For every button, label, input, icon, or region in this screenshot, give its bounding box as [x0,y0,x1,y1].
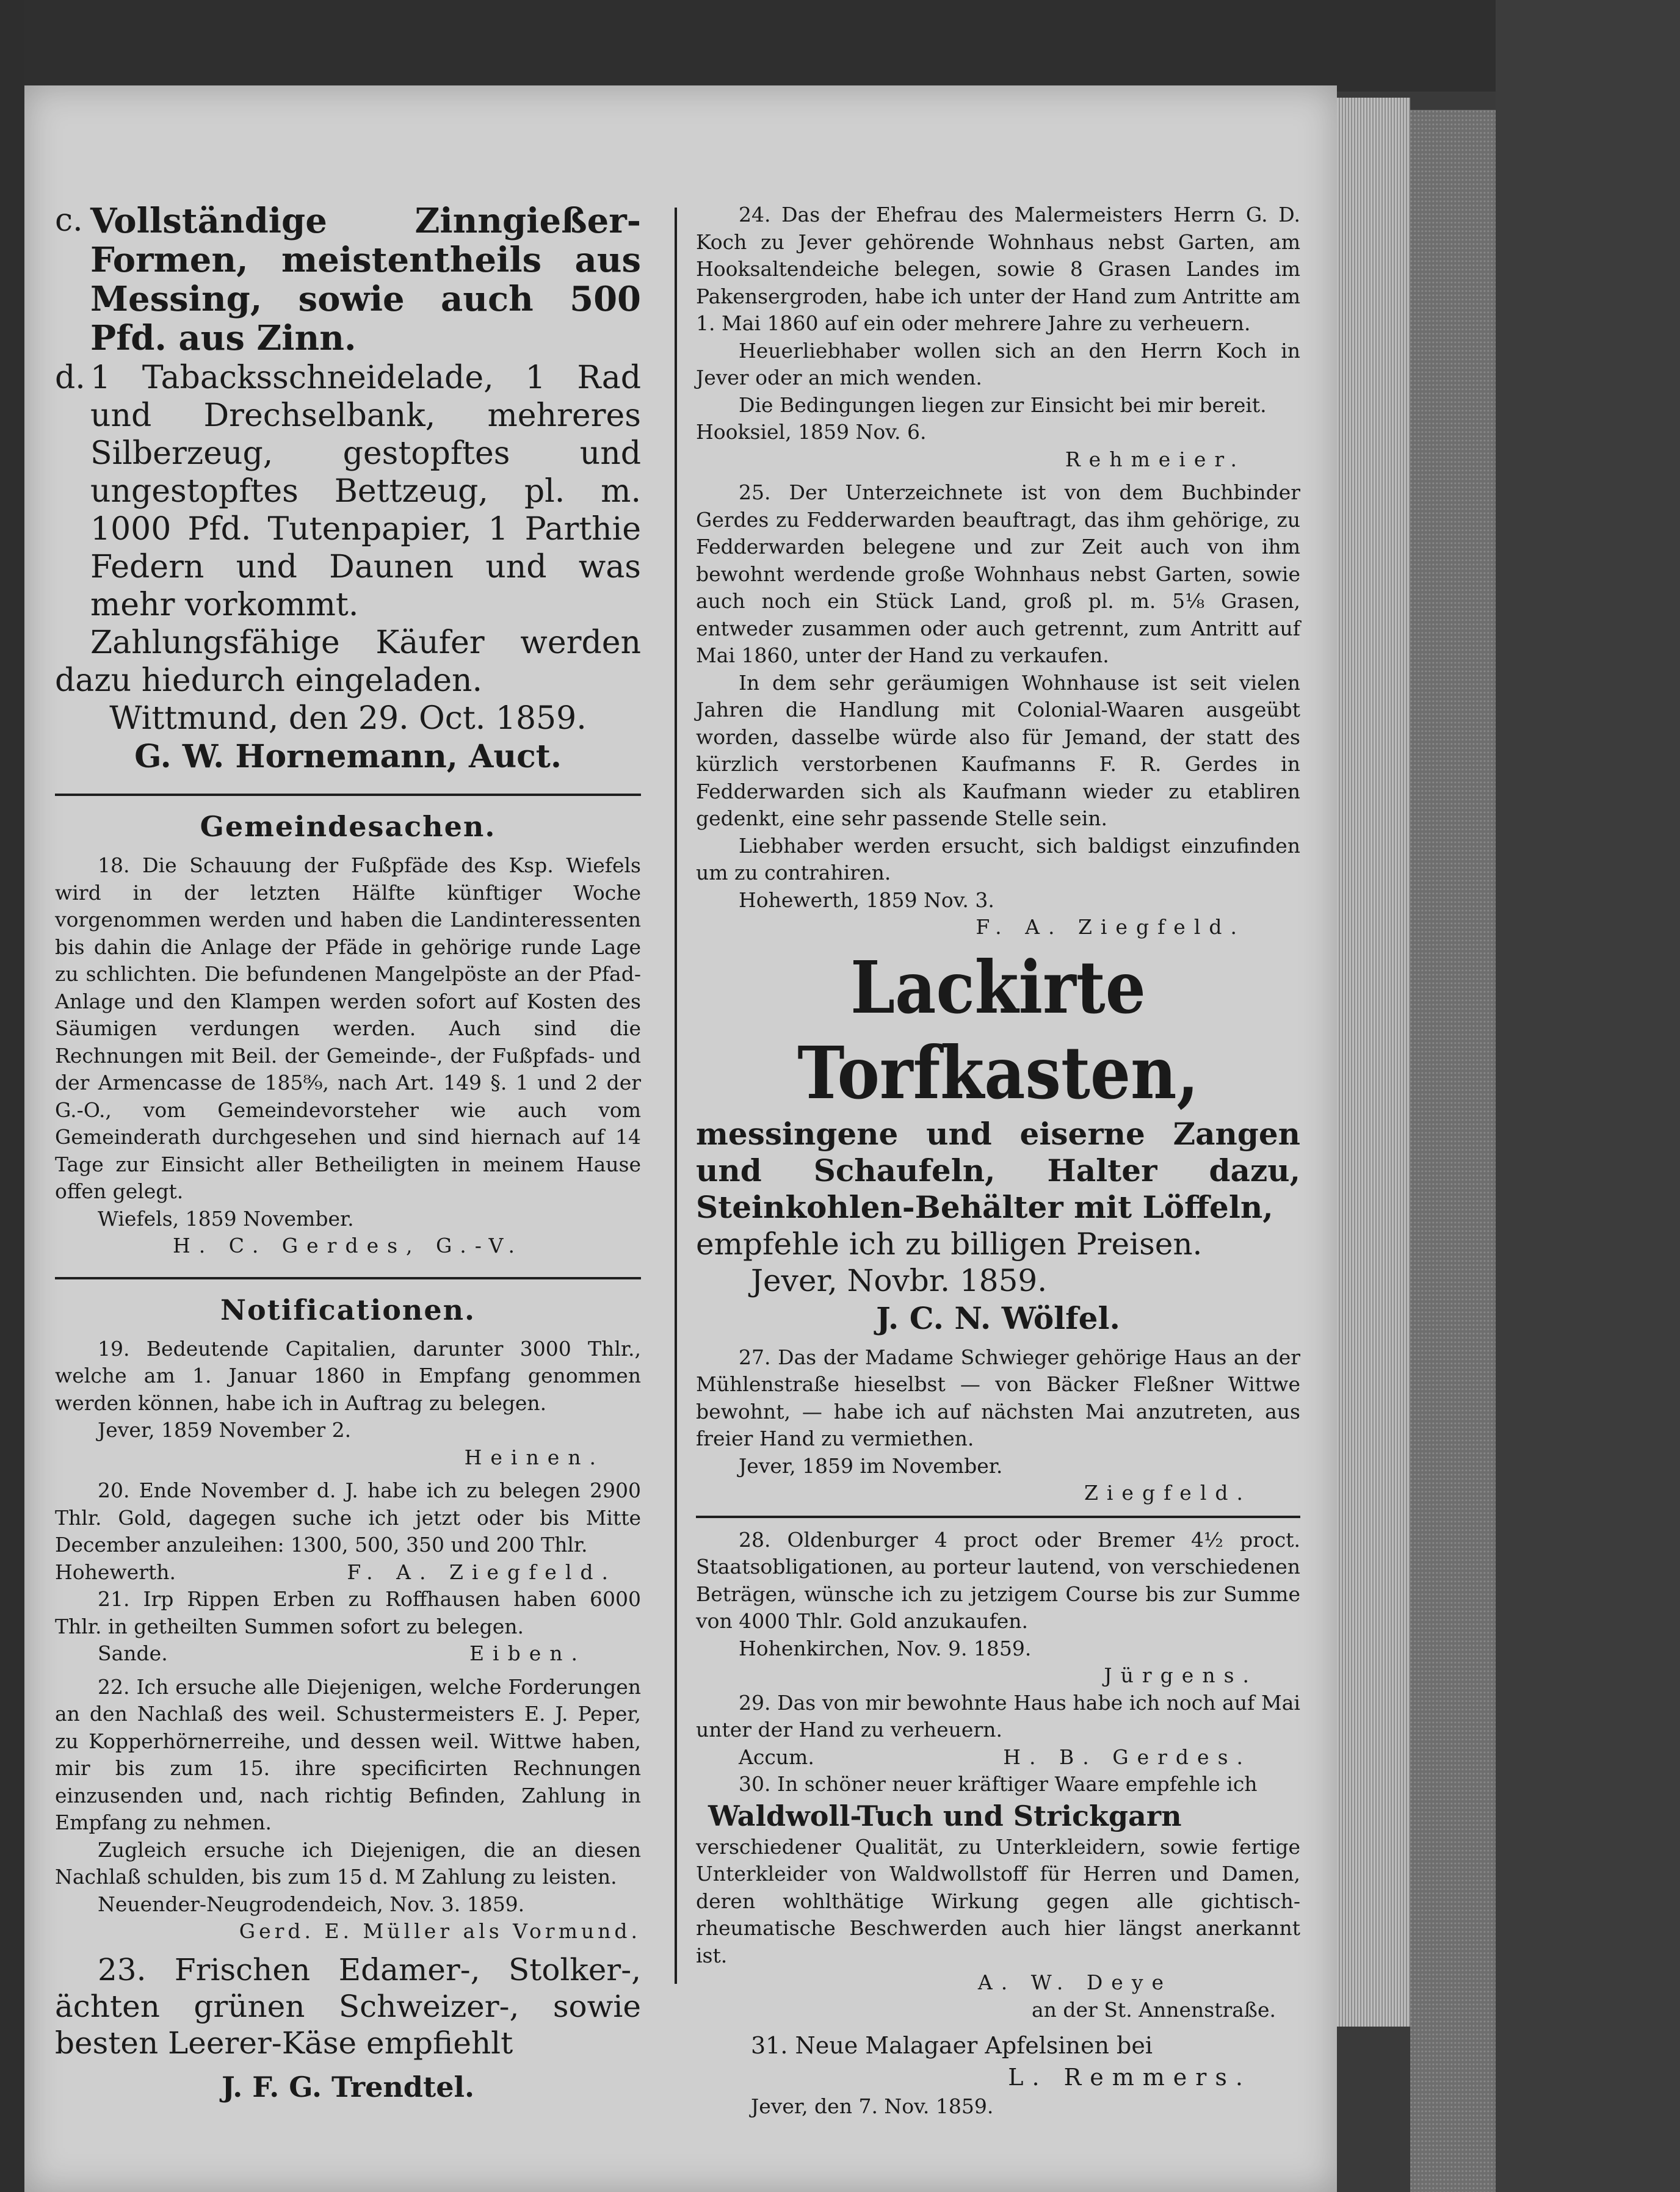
notice-place: Jever, 1859 im November. [739,1453,1003,1478]
notice-text-2: Heuerliebhaber wollen sich an den Herrn Koch in Jever oder an mich wenden. [696,338,1300,389]
notice-27 [696,1344,1300,1507]
notice-bold-product: Waldwoll-Tuch und Strickgarn [708,1799,1182,1832]
notice-signature: F. A. Ziegfeld. [976,915,1245,939]
left-column [55,201,641,2107]
notice-text: verschiedener Qualität, zu Unterkleidern, sowie fertige Unterkleider von Waldwollstoff für Herren und Damen, deren wohlthätige Wirkung gegen alle gichtisch-rheumatische Beschwerden auch hier längst anerkannt ist. [696,1834,1300,1967]
right-column [696,201,1300,2121]
item-c-text: Vollständige Zinngießer-Formen, meistentheils aus Messing, sowie auch 500 Pfd. aus Zinn. [90,201,641,358]
advert-headline: Lackirte Torfkasten, [797,944,1199,1115]
notice-signature-address: an der St. Annenstraße. [1031,1997,1276,2022]
invite-text: Zahlungsfähige Käufer werden dazu hiedurch eingeladen. [55,624,641,699]
notice-text: 24. Das der Ehefrau des Malermeisters Herrn G. D. Koch zu Jever gehörende Wohnhaus nebst Garten, am Hooksaltendeiche belegen, sowie 8 Grasen Landes im Pakensergroden, habe ich unter der Hand zum Antritte am 1. Mai 1860 auf ein oder mehrere Jahre zu verheuern. [696,203,1300,335]
notice-text: 21. Irp Rippen Erben zu Roffhausen haben 6000 Thlr. in getheilten Summen sofort zu belegen. [55,1587,641,1638]
notice-21 [55,1586,641,1668]
notice-text-3: Liebhaber werden ersucht, sich baldigst einzufinden um zu contrahiren. [696,833,1300,884]
notice-26-advert [696,945,1300,1338]
notice-text: 28. Oldenburger 4 proct oder Bremer 4½ proct. Staatsobligationen, au porteur lautend, von verschiedenen Beträgen, wünsche ich zu jetzigem Course bis zur Summe von 4000 Thlr. Gold anzukaufen. [696,1527,1300,1633]
notice-text: 25. Der Unterzeichnete ist von dem Buchbinder Gerdes zu Fedderwarden beauftragt, das ihm gehörige, zu Fedderwarden belegene und zur Zeit auch von ihm bewohnt werdende große Wohnhaus nebst Garten, sowie auch noch ein Stück Land, groß pl. m. 5⅛ Grasen, entweder zusammen oder auch getrennt, zum Antritt auf Mai 1860, unter der Hand zu verkaufen. [696,480,1300,667]
notice-place: Neuender-Neugrodendeich, Nov. 3. 1859. [98,1892,525,1916]
book-cover-edge [1410,110,1496,2192]
advert-signature: J. C. N. Wölfel. [876,1300,1120,1336]
notice-place: Wiefels, 1859 November. [98,1206,354,1231]
notice-signature: Ziegfeld. [1084,1481,1251,1505]
notice-place: Hohewerth. [55,1560,176,1584]
notice-text: 19. Bedeutende Capitalien, darunter 3000 Thlr., welche am 1. Januar 1860 in Empfang genommen werden können, habe ich in Auftrag zu belegen. [55,1336,641,1415]
notice-22 [55,1674,641,1945]
notice-signature: Jürgens. [1104,1663,1258,1687]
notice-29 [696,1690,1300,1771]
notice-signature: Heinen. [464,1445,604,1469]
notice-place: Jever, 1859 November 2. [98,1418,352,1442]
notice-signature: Gerd. E. Müller als Vormund. [239,1919,641,1943]
place-date: Wittmund, den 29. Oct. 1859. [109,700,587,737]
notice-text-2: In dem sehr geräumigen Wohnhause ist seit vielen Jahren die Handlung mit Colonial-Waaren ausgeübt worden, dasselbe würde also für Jemand, der statt des kürzlich verstorbenen Kaufmanns F. R. Gerdes in Fedderwarden sich als Kaufmann wieder zu etabliren gedenkt, eine sehr passende Stelle sein. [696,670,1300,830]
notice-text: 31. Neue Malagaer Apfelsinen bei [751,2032,1153,2059]
section-rule [55,794,641,796]
notice-text: 22. Ich ersuche alle Diejenigen, welche Forderungen an den Nachlaß des weil. Schustermeisters E. J. Peper, zu Kopperhörnerreihe, und dessen weil. Wittwe haben, mir bis zum 15. ihre specificirten Rechnungen einzusenden und, nach richtig Befinden, Zahlung in Empfang zu nehmen. [55,1674,641,1834]
notice-place: Hohewerth, 1859 Nov. 3. [739,888,994,912]
notice-text: 29. Das von mir bewohnte Haus habe ich noch auf Mai unter der Hand zu verheuern. [696,1690,1300,1742]
section-heading-notificationen: Notificationen. [220,1293,476,1326]
book-page-edges [1337,98,1410,2027]
notice-text-3: Die Bedingungen liegen zur Einsicht bei mir bereit. [739,392,1267,417]
notice-text-2: Zugleich ersuche ich Diejenigen, die an diesen Nachlaß schulden, bis zum 15 d. M Zahlung zu leisten. [55,1837,641,1889]
notice-signature: Rehmeier. [1065,447,1245,471]
section-heading-gemeindesachen: Gemeindesachen. [200,810,496,843]
item-d [55,359,641,624]
notice-signature: H. C. Gerdes, G.-V. [172,1234,524,1257]
notice-signature: F. A. Ziegfeld. [347,1560,617,1584]
notice-intro: 30. In schöner neuer kräftiger Waare empfehle ich [739,1772,1258,1796]
notice-18 [55,852,641,1260]
scan-background-top [24,0,1496,92]
scan-background-right [1496,0,1680,2192]
notice-25 [696,479,1300,941]
notice-place: Hohenkirchen, Nov. 9. 1859. [739,1636,1032,1660]
item-c-label: c. [55,202,83,239]
advert-place: Jever, Novbr. 1859. [751,1262,1048,1298]
item-d-text: 1 Tabacksschneidelade, 1 Rad und Drechselbank, mehreres Silberzeug, gestopftes und ungestopftes Bettzeug, pl. m. 1000 Pfd. Tutenpapier, 1 Parthie Federn und Daunen und was mehr vorkommt. [90,360,641,623]
auctioneer-signature: G. W. Hornemann, Auct. [134,738,562,775]
notice-signature: L. Remmers. [1008,2064,1251,2091]
notice-text: 18. Die Schauung der Fußpfäde des Ksp. Wiefels wird in der letzten Hälfte künftiger Woche vorgenommen werden und haben die Landinteressenten bis dahin die Anlage der Pfäde in gehörige runde Lage zu schlichten. Die befundenen Mangelpöste an der Pfad-Anlage und den Klampen werden sofort auf Kosten des Säumigen verdungen werden. Auch sind die Rechnungen mit Beil. der Gemeinde-, der Fußpfads- und der Armencasse de 185⁸⁄₉, nach Art. 149 §. 1 und 2 der G.-O., vom Gemeindevorsteher wie auch vom Gemeinderath durchgesehen und sind hiernach auf 14 Tage zur Einsicht aller Betheiligten in meinem Hause offen gelegt. [55,853,641,1203]
notice-signature: A. W. Deye [977,1970,1172,1994]
notice-signature: H. B. Gerdes. [1003,1745,1251,1769]
notice-place: Sande. [98,1641,168,1665]
scan-background-left [0,0,24,2192]
notice-24 [696,201,1300,473]
notice-place: Jever, den 7. Nov. 1859. [751,2094,994,2118]
notice-text: 23. Frischen Edamer-, Stolker-, ächten grünen Schweizer-, sowie besten Leerer-Käse empfiehlt [55,1951,641,2061]
notice-text: 20. Ende November d. J. habe ich zu belegen 2900 Thlr. Gold, dagegen suche ich jetzt oder bis Mitte December anzuleihen: 1300, 500, 350 und 200 Thlr. [55,1478,641,1557]
notice-place: Accum. [739,1745,814,1769]
section-rule [55,1277,641,1279]
section-rule [696,1516,1300,1518]
advert-bold-text: messingene und eiserne Zangen und Schaufeln, Halter dazu, Steinkohlen-Behälter mit Löffeln, [696,1115,1300,1225]
notice-text: 27. Das der Madame Schwieger gehörige Haus an der Mühlenstraße hieselbst — von Bäcker Fleßner Wittwe bewohnt, — habe ich auf nächsten Mai anzutreten, aus freier Hand zu vermiethen. [696,1345,1300,1450]
notice-23 [55,1951,641,2107]
advert-plain-text: empfehle ich zu billigen Preisen. [696,1226,1203,1262]
item-c [55,201,641,358]
notice-place: Hooksiel, 1859 Nov. 6. [696,420,927,444]
column-rule [675,208,677,1984]
notice-28 [696,1527,1300,1690]
notice-19 [55,1336,641,1472]
item-d-label: d. [55,360,85,396]
notice-30 [696,1771,1300,2024]
notice-signature: Eiben. [469,1641,586,1665]
notice-20 [55,1477,641,1586]
notice-31 [696,2030,1300,2121]
notice-signature: J. F. G. Trendtel. [222,2070,474,2103]
